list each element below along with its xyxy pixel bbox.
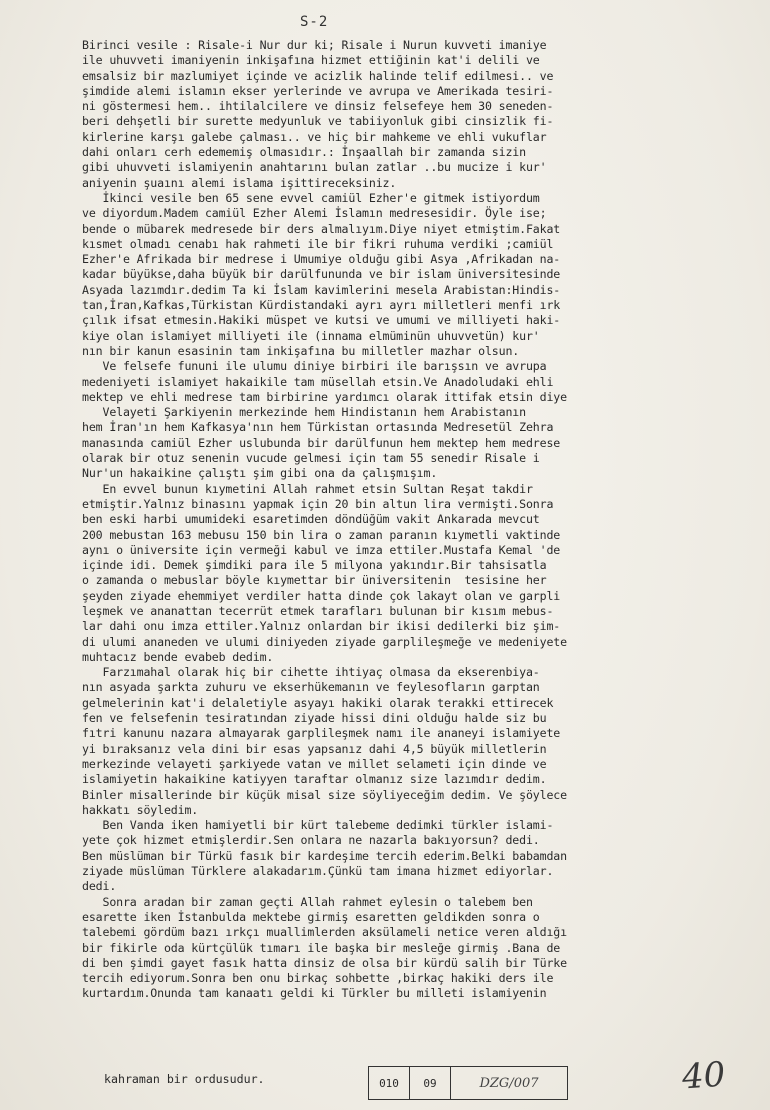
text-line: aniyenin şuaını alemi islama işittireceksiniz.	[82, 175, 397, 190]
text-line: ziyade müslüman Türklere alakadarım.Çünkü tam imana hizmet ediyorlar.	[82, 864, 554, 879]
text-line: kurtardım.Onunda tam kanaatı geldi ki Türkler bu milleti islamiyenin	[82, 986, 547, 1001]
closing-line: kahraman bir ordusudur.	[104, 1072, 265, 1086]
text-line: En evvel bunun kıymetini Allah rahmet etsin Sultan Reşat takdir	[82, 481, 533, 496]
text-line: gibi uhuvveti islamiyenin anahtarını bulan zatlar ..bu mucize i kur'	[82, 160, 547, 175]
text-line: yete çok hizmet etmişlerdir.Sen onlara ne nazarla bakıyorsun? dedi.	[82, 833, 540, 848]
text-line: kısmet olmadı cenabı hak rahmeti ile bir fikri ruhuma verdiki ;camiül	[82, 236, 554, 251]
text-line: dahi onları cerh edememiş olmasıdır.: İnşaallah bir zamanda sizin	[82, 145, 526, 160]
text-line: dedi.	[82, 879, 117, 894]
text-line: muhtacız bende evabeb dedim.	[82, 649, 274, 664]
text-line: ve diyordum.Madem camiül Ezher Alemi İslamın medresesidir. Öyle ise;	[82, 206, 547, 221]
text-line: medeniyeti islamiyet hakaikile tam müsellah etsin.Ve Anadoludaki ehli	[82, 374, 554, 389]
text-line: Binler misallerinde bir küçük misal size söyliyeceğim dedim. Ve şöylece	[82, 787, 567, 802]
text-line: Birinci vesile : Risale-i Nur dur ki; Risale i Nurun kuvveti imaniye	[82, 38, 547, 52]
text-line: mektep ve ehli medrese tam birbirine yardımcı olarak ittifak etsin diye	[82, 389, 567, 404]
text-line: di ben şimdi gayet fasık hatta dinsiz de olsa bir kürdü salih bir Türke	[82, 955, 567, 970]
text-line: hakkatı söyledim.	[82, 802, 199, 817]
text-line: talebemi gördüm bazı ırkçı muallimlerden aksülameli netice veren aldığı	[82, 925, 567, 940]
stamp-box-2: 09	[410, 1067, 451, 1099]
text-line: olarak bir otuz senenin vucude gelmesi için tam 55 senedir Risale i	[82, 451, 540, 466]
text-line: tercih ediyorum.Sonra ben onu birkaç sohbette ,birkaç hakiki ders ile	[82, 971, 554, 986]
text-line: fıtri kanunu nazara almayarak garplileşmek namı ile ananeyi islamiyete	[82, 726, 561, 741]
archive-stamp	[368, 1066, 568, 1100]
text-line: gelmelerinin kat'i delaletiyle asyayı hakiki olarak terakki ettirecek	[82, 695, 554, 710]
text-line: Ve felsefe fununi ile ulumu diniye birbiri ile barışsın ve avrupa	[82, 359, 547, 374]
text-line: ben eski harbi umumideki esaretimden döndüğüm vakit Ankarada mevcut	[82, 512, 540, 527]
text-line: şimdide alemi islamın ekser yerlerinde ve avrupa ve Amerikada tesiri-	[82, 83, 554, 98]
text-line: beri dehşetli bir surette medyunluk ve tabiiyonluk gibi cinsizlik fi-	[82, 114, 554, 129]
text-line: kadar büyükse,daha büyük bir darülfununda ve bir islam üniversitesinde	[82, 267, 561, 282]
document-body	[82, 38, 766, 1002]
text-line: ni göstermesi hem.. ihtilalcilere ve dinsiz felsefeye hem 30 seneden-	[82, 99, 554, 114]
text-line: nın asyada şarkta zuhuru ve ekserhükemanın ve feylesofların garptan	[82, 680, 540, 695]
text-line: bir fikirle oda kürtçülük tımarı ile başka bir mesleğe girmiş .Bana de	[82, 940, 561, 955]
text-line: islamiyetin hakaikine katiyyen taraftar olmanız size lazımdır dedim.	[82, 772, 547, 787]
text-line: fen ve felsefenin tesiratından ziyade hissi dini olduğu halde siz bu	[82, 711, 547, 726]
text-line: leşmek ve ananattan tecerrüt etmek tarafları bulunan bir kısım mebus-	[82, 603, 554, 618]
text-line: ile uhuvveti imaniyenin inkişafına hizmet ettiğinin kat'i delili ve	[82, 53, 540, 68]
text-line: manasında camiül Ezher uslubunda bir darülfunun hem mektep hem medrese	[82, 435, 561, 450]
page-number: S-2	[300, 14, 329, 30]
text-line: kirlerine karşı galebe çalması.. ve hiç bir mahkeme ve ehli vukuflar	[82, 129, 547, 144]
text-line: etmiştir.Yalnız binasını yapmak için 20 bin altun lira vermişti.Sonra	[82, 496, 554, 511]
stamp-box-3: DZG/007	[479, 1075, 539, 1091]
text-line: o zamanda o mebuslar böyle kıymettar bir üniversitenin tesisine her	[82, 573, 547, 588]
text-line: kiye olan islamiyet milliyeti ile (innama elmüminün uhuvvetün) kur'	[82, 328, 540, 343]
stamp-box-1: 010	[369, 1067, 410, 1099]
text-line: nın bir kanun esasinin tam inkişafına bu milletler mazhar olsun.	[82, 343, 520, 358]
text-line: Farzımahal olarak hiç bir cihette ihtiyaç olmasa da ekserenbiya-	[82, 665, 540, 680]
text-line: Asyada lazımdır.dedim Ta ki İslam kavimlerini mesela Arabistan:Hindis-	[82, 282, 561, 297]
text-line: Velayeti Şarkiyenin merkezinde hem Hindistanın hem Arabistanın	[82, 405, 526, 420]
text-line: aynı o üniversite için vermeği kabul ve imza ettiler.Mustafa Kemal 'de	[82, 542, 561, 557]
text-line: emsalsiz bir mazlumiyet içinde ve acizlik halinde telif edilmesi.. ve	[82, 68, 554, 83]
text-line: Ben müslüman bir Türkü fasık bir kardeşime tercih ederim.Belki babamdan	[82, 848, 567, 863]
text-line: 200 mebustan 163 mebusu 150 bin lira o zaman paranın kıymetli vaktinde	[82, 527, 561, 542]
text-line: çılık ifsat etmesin.Hakiki müspet ve kutsi ve umumi ve milliyeti haki-	[82, 313, 561, 328]
text-line: bende o mübarek medresede bir ders almalıyım.Diye niyet etmiştim.Fakat	[82, 221, 561, 236]
text-line: Ezher'e Afrikada bir medrese i Umumiye olduğu gibi Asya ,Afrikadan na-	[82, 252, 561, 267]
text-line: hem İran'ın hem Kafkasya'nın hem Türkistan ortasında Medresetül Zehra	[82, 420, 554, 435]
text-line: içinde idi. Demek şimdiki para ile 5 milyona yakındır.Bir tahsisatla	[82, 558, 547, 573]
text-line: di ulumi ananeden ve ulumi diniyeden ziyade garplileşmeğe ve medeniyete	[82, 634, 567, 649]
text-line: Nur'un hakaikine çalıştı şim gibi ona da çalışmışım.	[82, 466, 438, 481]
text-line: Ben Vanda iken hamiyetli bir kürt talebeme dedimki türkler islami-	[82, 818, 554, 833]
text-line: Sonra aradan bir zaman geçti Allah rahmet eylesin o talebem ben	[82, 894, 533, 909]
text-line: merkezinde velayeti şarkiyede vatan ve millet selameti için dinde ve	[82, 756, 547, 771]
text-line: esarette iken İstanbulda mektebe girmiş esaretten geldikden sonra o	[82, 909, 540, 924]
text-line: şeyden ziyade ehemmiyet verdiler hatta dinde çok lakayt olan ve garpli	[82, 588, 561, 603]
text-line: lar dahi onu imza ettiler.Yalnız onlardan bir ikisi dedilerki biz şim-	[82, 619, 561, 634]
text-line: İkinci vesile ben 65 sene evvel camiül Ezher'e gitmek istiyordum	[82, 190, 540, 205]
text-line: tan,İran,Kafkas,Türkistan Kürdistandaki ayrı ayrı milletleri menfi ırk	[82, 298, 561, 313]
handwritten-page-number: 40	[680, 1054, 727, 1098]
text-line: yi bıraksanız vela dini bir esas yapsanız dahi 4,5 büyük milletlerin	[82, 741, 547, 756]
